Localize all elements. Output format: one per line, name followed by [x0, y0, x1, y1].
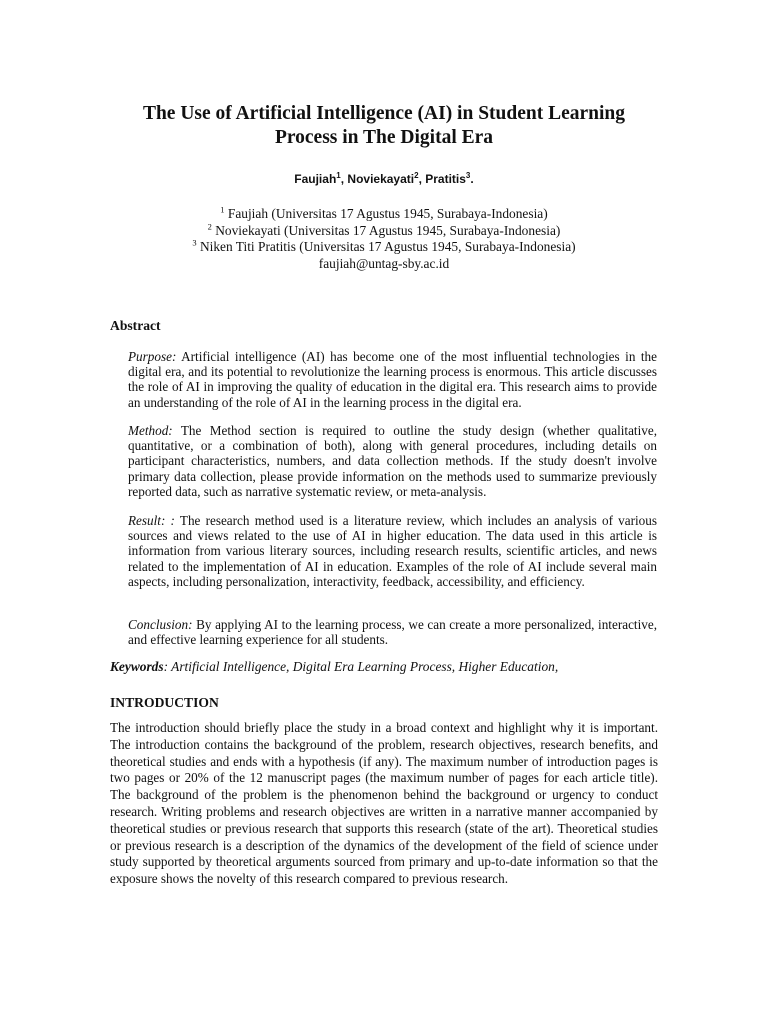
paper-title-line-1: The Use of Artificial Intelligence (AI) in Student Learning: [142, 103, 626, 124]
keywords-line: [110, 659, 670, 675]
affiliation-text-2: Noviekayati (Universitas 17 Agustus 1945, Surabaya-Indonesia): [211, 222, 561, 238]
keywords-text: : Artificial Intelligence, Digital Era Learning Process, Higher Education,: [163, 659, 559, 674]
abstract-conclusion: [128, 617, 657, 647]
affiliation-2: [100, 223, 668, 240]
result-text: The research method used is a literature review, which includes an analysis of various sources and views related to the use of AI in higher education. The data used in this article is information from various literary sources, including research results, scientific articles, and news related to the implementation of AI in education. Examples of the role of AI include several main aspects, including personalization, interactivity, feedback, accessibility, and efficiency.: [128, 513, 657, 589]
conclusion-text: By applying AI to the learning process, we can create a more personalized, interactive, and effective learning experience for all students.: [128, 617, 657, 648]
affiliation-3: [100, 239, 668, 256]
abstract-purpose: [128, 349, 657, 410]
author-list: Faujiah$^1$, Noviekayati$^2$, Pratitis$^3$.: [294, 171, 474, 186]
keywords-label: Keywords: [110, 659, 164, 674]
author-name-2: Noviekayati: [347, 172, 415, 186]
introduction-body: The introduction should briefly place the study in a broad context and highlight why it is important. The introduction contains the background of the problem, research objectives, research benefits, and theoretical studies and ends with a hypothesis (if any). The maximum number of introduction pages is two pages or 20% of the 12 manuscript pages (the maximum number of pages for each article title). The background of the problem is the phenomenon behind the background or urgency to conduct research. Writing problems and research objectives are written in a narrative manner accompanied by theoretical studies or previous research that supports this research (state of the art). Theoretical studies or previous research is a description of the dynamics of the development of the field of science under study supported by theoretical arguments sourced from primary and up-to-date information so that the exposure shows the novelty of this research compared to previous research.: [110, 720, 658, 887]
affiliation-text-1: Faujiah (Universitas 17 Agustus 1945, Surabaya-Indonesia): [224, 206, 548, 221]
abstract-method: [128, 423, 657, 499]
affiliation-marker-3: 3: [192, 237, 197, 248]
affiliation-1: [100, 206, 668, 223]
purpose-label: Purpose:: [128, 349, 177, 364]
affiliation-text-3: Niken Titi Pratitis (Universitas 17 Agustus 1945, Surabaya-Indonesia): [196, 239, 576, 254]
paper-title: [100, 102, 668, 150]
author-marker-2: 2: [414, 171, 419, 180]
contact-email: faujiah@untag-sby.ac.id: [318, 255, 450, 271]
paper-title-line-2: Process in The Digital Era: [274, 127, 494, 148]
result-label: Result: :: [128, 513, 175, 528]
author-name-3: Pratitis: [425, 172, 466, 186]
introduction-heading: INTRODUCTION: [110, 695, 219, 710]
author-marker-1: 1: [336, 171, 341, 180]
method-label: Method:: [128, 423, 173, 438]
affiliation-list: [100, 206, 668, 272]
method-text: The Method section is required to outline the study design (whether qualitative, quantitative, or a combination of both), along with general procedures, including details on participant characteristics, numbers, and data collection methods. If the study doesn't involve primary data collection, please provide information on the methods used to summarize previously reported data, such as narrative systematic review, or meta-analysis.: [128, 423, 657, 499]
affiliation-marker-1: 1: [220, 204, 225, 215]
author-name-1: Faujiah: [294, 172, 337, 186]
abstract-result: [128, 513, 657, 589]
purpose-text: Artificial intelligence (AI) has become one of the most influential technologies in the digital era, and its potential to revolutionize the learning process is enormous. This article discusses the role of AI in improving the quality of education in the digital era. This research aims to provide an understanding of the role of AI in the learning process in the digital era.: [128, 349, 657, 410]
affiliation-marker-2: 2: [207, 221, 212, 232]
author-marker-3: 3: [465, 171, 471, 180]
conclusion-label: Conclusion:: [128, 617, 193, 632]
abstract-heading: Abstract: [110, 318, 161, 333]
